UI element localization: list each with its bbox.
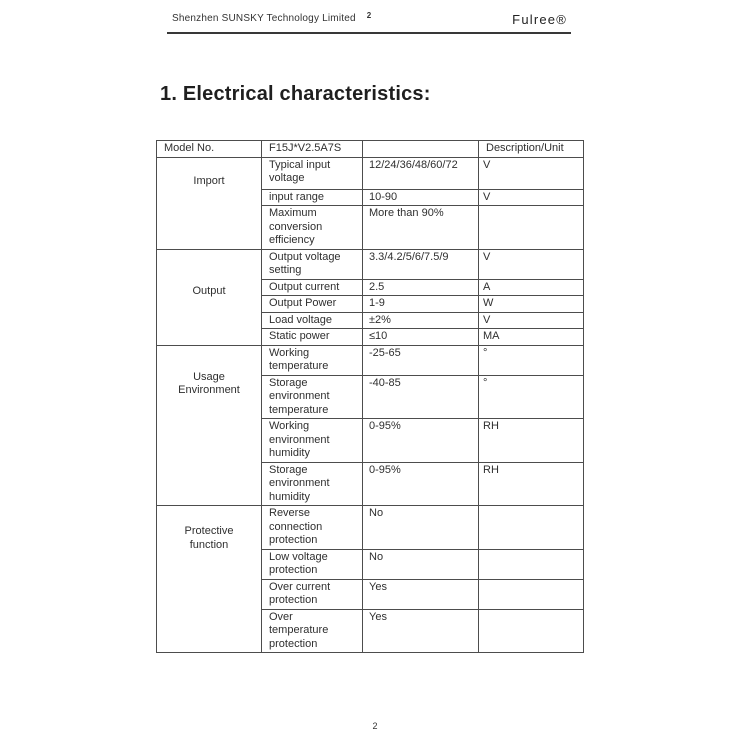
unit-cell-output-voltage-setting: V (479, 249, 584, 279)
param-cell-working-temperature: Working temperature (262, 345, 363, 375)
param-cell-output-voltage-setting: Output voltage setting (262, 249, 363, 279)
table-row-working-temperature (157, 345, 584, 375)
unit-cell-working-environment-humidity: RH (479, 419, 584, 463)
unit-cell-over-current-protection (479, 579, 584, 609)
page-header (167, 12, 571, 34)
value-cell-output-current: 2.5 (363, 279, 479, 296)
param-cell-storage-environment-humidity: Storage environment humidity (262, 462, 363, 506)
param-cell-over-current-protection: Over current protection (262, 579, 363, 609)
unit-cell-input-range: V (479, 189, 584, 206)
page-number: 2 (372, 721, 378, 731)
value-cell-over-current-protection: Yes (363, 579, 479, 609)
param-cell-typical-input-voltage: Typical input voltage (262, 157, 363, 189)
page-header-left (167, 12, 371, 26)
value-cell-low-voltage-protection: No (363, 549, 479, 579)
header-cell-model-no: Model No. (157, 141, 262, 158)
value-cell-load-voltage: ±2% (363, 312, 479, 329)
value-cell-working-environment-humidity: 0-95% (363, 419, 479, 463)
header-cell-f15j-v2-5a7s: F15J*V2.5A7S (262, 141, 363, 158)
unit-cell-maximum-conversion-efficiency (479, 206, 584, 250)
unit-cell-storage-environment-temperature: ° (479, 375, 584, 419)
spec-table-body (157, 157, 584, 653)
unit-cell-low-voltage-protection (479, 549, 584, 579)
unit-cell-output-power: W (479, 296, 584, 313)
table-row-output-voltage-setting (157, 249, 584, 279)
group-cell-import: Import (157, 157, 262, 249)
value-cell-output-voltage-setting: 3.3/4.2/5/6/7.5/9 (363, 249, 479, 279)
value-cell-reverse-connection-protection: No (363, 506, 479, 550)
param-cell-output-current: Output current (262, 279, 363, 296)
spec-table-head (157, 141, 584, 158)
param-cell-maximum-conversion-efficiency: Maximum conversion efficiency (262, 206, 363, 250)
param-cell-over-temperature-protection: Over temperature protection (262, 609, 363, 653)
value-cell-input-range: 10-90 (363, 189, 479, 206)
unit-cell-over-temperature-protection (479, 609, 584, 653)
param-cell-storage-environment-temperature: Storage environment temperature (262, 375, 363, 419)
page-footer (0, 721, 750, 731)
brand-logo-text: Fulree® (512, 12, 567, 27)
table-row-reverse-connection-protection (157, 506, 584, 550)
unit-cell-working-temperature: ° (479, 345, 584, 375)
param-cell-working-environment-humidity: Working environment humidity (262, 419, 363, 463)
unit-cell-output-current: A (479, 279, 584, 296)
unit-cell-load-voltage: V (479, 312, 584, 329)
group-cell-protective-function: Protective function (157, 506, 262, 653)
spec-table (156, 140, 584, 653)
group-cell-output: Output (157, 249, 262, 345)
section-title: 1. Electrical characteristics: (160, 83, 431, 105)
value-cell-static-power: ≤10 (363, 329, 479, 346)
header-cell-empty (363, 141, 479, 158)
unit-cell-reverse-connection-protection (479, 506, 584, 550)
value-cell-working-temperature: -25-65 (363, 345, 479, 375)
unit-cell-typical-input-voltage: V (479, 157, 584, 189)
unit-cell-static-power: MA (479, 329, 584, 346)
header-cell-description-unit: Description/Unit (479, 141, 584, 158)
value-cell-over-temperature-protection: Yes (363, 609, 479, 653)
value-cell-output-power: 1-9 (363, 296, 479, 313)
unit-cell-storage-environment-humidity: RH (479, 462, 584, 506)
param-cell-load-voltage: Load voltage (262, 312, 363, 329)
group-cell-usage-environment: Usage Environment (157, 345, 262, 506)
table-row-typical-input-voltage (157, 157, 584, 189)
table-header-row (157, 141, 584, 158)
header-superscript: 2 (366, 11, 372, 20)
company-name: Shenzhen SUNSKY Technology Limited (172, 13, 356, 24)
param-cell-reverse-connection-protection: Reverse connection protection (262, 506, 363, 550)
param-cell-output-power: Output Power (262, 296, 363, 313)
value-cell-storage-environment-temperature: -40-85 (363, 375, 479, 419)
param-cell-static-power: Static power (262, 329, 363, 346)
param-cell-low-voltage-protection: Low voltage protection (262, 549, 363, 579)
value-cell-storage-environment-humidity: 0-95% (363, 462, 479, 506)
value-cell-maximum-conversion-efficiency: More than 90% (363, 206, 479, 250)
value-cell-typical-input-voltage: 12/24/36/48/60/72 (363, 157, 479, 189)
param-cell-input-range: input range (262, 189, 363, 206)
